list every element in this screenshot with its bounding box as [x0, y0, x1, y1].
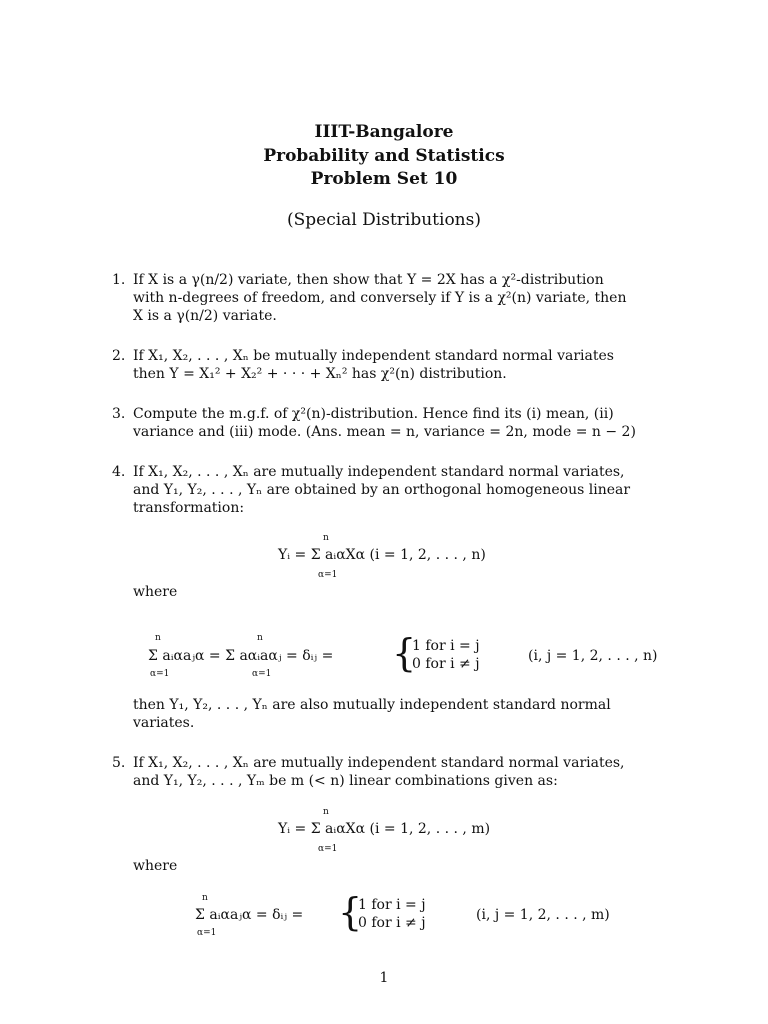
problem-2-line: If X₁, X₂, . . . , Xₙ be mutually independent standard normal variates: [133, 348, 614, 364]
problem-4-number: 4.: [112, 464, 126, 480]
problem-4-orthogonality-condition: Σ aᵢαaⱼα = Σ aαᵢaαⱼ = δᵢⱼ =: [148, 648, 334, 664]
problem-5-where: where: [133, 858, 178, 874]
course-title: Probability and Statistics: [263, 146, 505, 166]
problem-5-orthogonality-condition: Σ aᵢαaⱼα = δᵢⱼ =: [195, 907, 304, 923]
problem-1-line: with n-degrees of freedom, and conversely if Y is a χ²(n) variate, then: [133, 290, 627, 306]
problem-4-line: and Y₁, Y₂, . . . , Yₙ are obtained by an orthogonal homogeneous linear: [133, 482, 631, 498]
case-not-equal: 0 for i ≠ j: [358, 915, 426, 931]
sum-lower-limit: α=1: [197, 928, 217, 938]
problem-4-line: transformation:: [133, 500, 245, 516]
cases-brace: {: [392, 631, 417, 675]
problem-4-conclusion: variates.: [133, 715, 195, 731]
problem-4-conclusion: then Y₁, Y₂, . . . , Yₙ are also mutually independent standard normal: [133, 697, 611, 713]
problem-5-line: If X₁, X₂, . . . , Xₙ are mutually independent standard normal variates,: [133, 755, 625, 771]
sum-upper-limit: n: [257, 633, 263, 643]
problem-4-line: If X₁, X₂, . . . , Xₙ are mutually independent standard normal variates,: [133, 464, 625, 480]
problem-2-line: then Y = X₁² + X₂² + · · · + Xₙ² has χ²(n) distribution.: [133, 366, 507, 382]
problem-4-where: where: [133, 584, 178, 600]
institute-title: IIIT-Bangalore: [314, 122, 454, 142]
topic-subtitle: (Special Distributions): [287, 210, 481, 230]
page-number: 1: [379, 970, 389, 986]
problem-4-index-range: (i, j = 1, 2, . . . , n): [528, 648, 658, 664]
problem-1-number: 1.: [112, 272, 126, 288]
sum-upper-limit: n: [155, 633, 161, 643]
sum-lower-limit: α=1: [150, 669, 170, 679]
sum-lower-limit: α=1: [318, 844, 338, 854]
sum-lower-limit: α=1: [252, 669, 272, 679]
case-equal: 1 for i = j: [412, 638, 480, 654]
problem-3-number: 3.: [112, 406, 126, 422]
problem-5-combination-equation: Yᵢ = Σ aᵢαXα (i = 1, 2, . . . , m): [278, 821, 491, 837]
problem-3-line: Compute the m.g.f. of χ²(n)-distribution. Hence find its (i) mean, (ii): [133, 406, 614, 422]
problem-3-line: variance and (iii) mode. (Ans. mean = n, variance = 2n, mode = n − 2): [133, 424, 636, 440]
problem-1-line: X is a γ(n/2) variate.: [133, 308, 277, 324]
problem-4-transformation-equation: Yᵢ = Σ aᵢαXα (i = 1, 2, . . . , n): [278, 547, 486, 563]
sum-upper-limit: n: [202, 893, 208, 903]
problem-5-number: 5.: [112, 755, 126, 771]
problem-5-index-range: (i, j = 1, 2, . . . , m): [476, 907, 610, 923]
cases-brace: {: [338, 890, 363, 934]
sum-upper-limit: n: [323, 807, 329, 817]
sum-upper-limit: n: [323, 533, 329, 543]
sum-lower-limit: α=1: [318, 570, 338, 580]
problem-2-number: 2.: [112, 348, 126, 364]
case-not-equal: 0 for i ≠ j: [412, 656, 480, 672]
problem-5-line: and Y₁, Y₂, . . . , Yₘ be m (< n) linear combinations given as:: [133, 773, 558, 789]
problem-1-line: If X is a γ(n/2) variate, then show that Y = 2X has a χ²-distribution: [133, 272, 604, 288]
case-equal: 1 for i = j: [358, 897, 426, 913]
problem-set-title: Problem Set 10: [310, 169, 458, 189]
